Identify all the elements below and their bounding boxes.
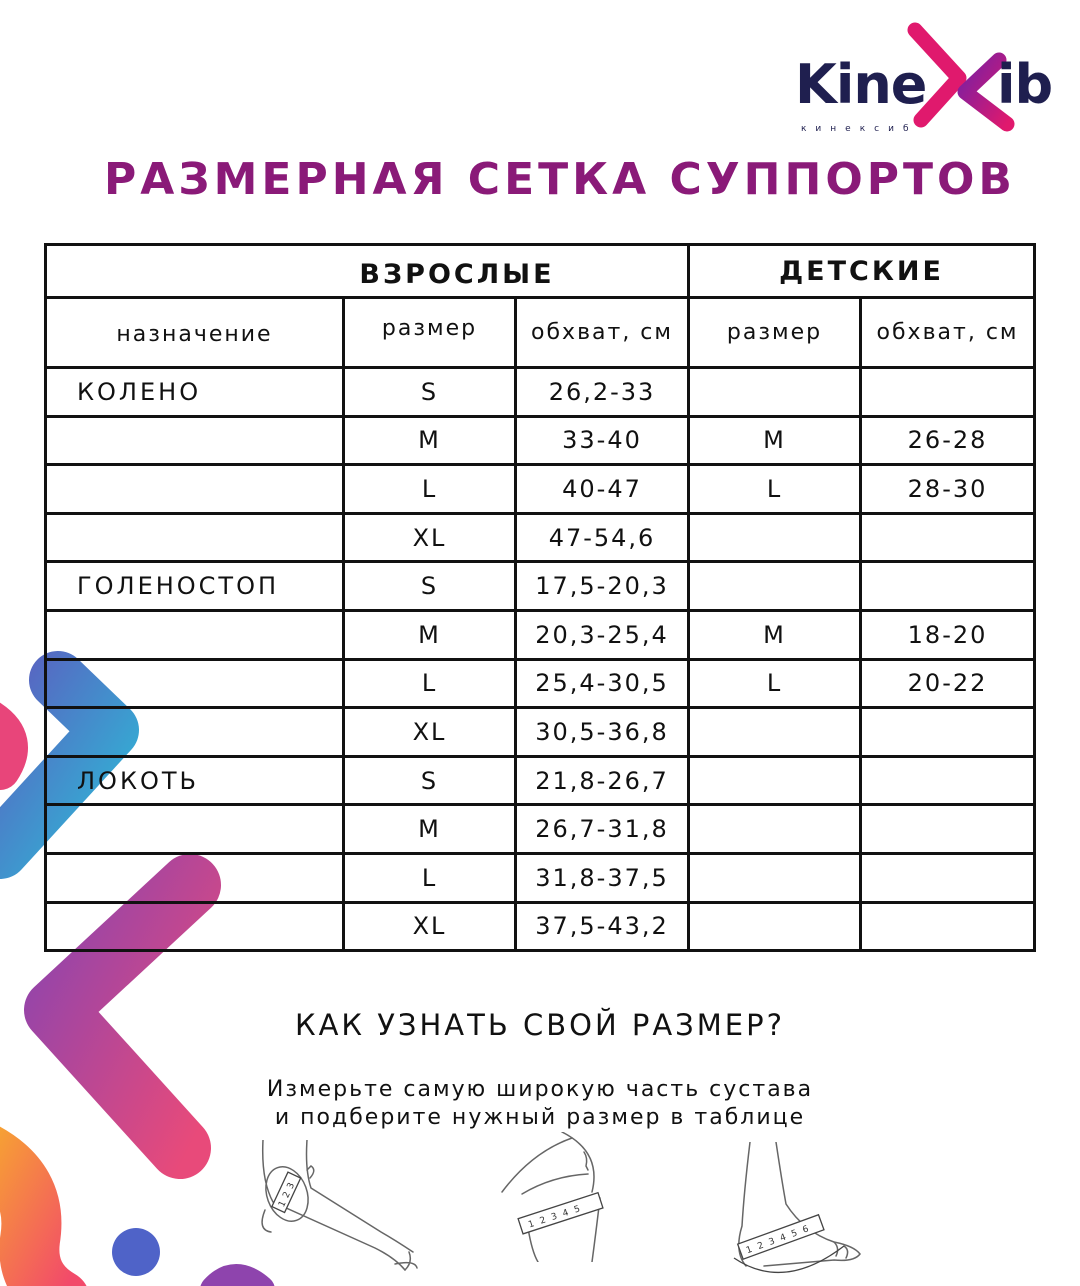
kid-girth-cell bbox=[861, 902, 1035, 951]
header-purpose: назначение bbox=[46, 298, 344, 368]
tape-mark: 5 bbox=[572, 1204, 582, 1216]
adult-girth-cell: 17,5-20,3 bbox=[516, 562, 689, 611]
kid-size-cell: L bbox=[689, 659, 861, 708]
adult-girth-cell: 31,8-37,5 bbox=[516, 853, 689, 902]
tape-mark: 2 bbox=[538, 1215, 548, 1227]
tape-mark: 2 bbox=[756, 1240, 766, 1253]
logo-word-right: ib bbox=[997, 53, 1053, 116]
tape-mark: 1 bbox=[745, 1244, 754, 1257]
page-title: РАЗМЕРНАЯ СЕТКА СУППОРТОВ bbox=[104, 154, 1016, 205]
kid-size-cell bbox=[689, 708, 861, 757]
instruction-text bbox=[0, 1076, 1080, 1132]
adult-size-cell: XL bbox=[344, 708, 516, 757]
joint-cell: ЛОКОТЬ bbox=[46, 756, 344, 805]
group-header-row bbox=[46, 245, 1035, 298]
table-row bbox=[46, 756, 1035, 805]
header-adult-girth: обхват, см bbox=[516, 298, 689, 368]
adult-girth-cell: 33-40 bbox=[516, 416, 689, 465]
group-adults-label: ВЗРОСЛЫЕ bbox=[46, 245, 689, 298]
tape-mark: 1 bbox=[527, 1219, 536, 1231]
group-kids-label: ДЕТСКИЕ bbox=[689, 245, 1035, 298]
tape-mark: 3 bbox=[767, 1236, 777, 1248]
kid-size-cell: M bbox=[689, 416, 861, 465]
joint-cell bbox=[46, 902, 344, 951]
table-row bbox=[46, 465, 1035, 514]
table-row bbox=[46, 610, 1035, 659]
joint-cell bbox=[46, 853, 344, 902]
adult-girth-cell: 30,5-36,8 bbox=[516, 708, 689, 757]
tape-mark: 6 bbox=[801, 1224, 811, 1236]
kid-girth-cell: 18-20 bbox=[861, 610, 1035, 659]
orange-wave-shape bbox=[0, 1150, 60, 1286]
kid-size-cell: L bbox=[689, 465, 861, 514]
column-header-row bbox=[46, 298, 1035, 368]
kid-size-cell bbox=[689, 902, 861, 951]
joint-cell bbox=[46, 513, 344, 562]
joint-cell bbox=[46, 805, 344, 854]
logo-word-left: Kine bbox=[795, 53, 927, 116]
kid-girth-cell: 20-22 bbox=[861, 659, 1035, 708]
joint-cell: ГОЛЕНОСТОП bbox=[46, 562, 344, 611]
blue-dot-shape bbox=[112, 1228, 160, 1276]
tape-mark: 1 bbox=[277, 1199, 289, 1209]
table-row bbox=[46, 902, 1035, 951]
table-row bbox=[46, 368, 1035, 417]
brand-logo bbox=[795, 20, 1065, 135]
ankle-measure-icon bbox=[724, 1142, 864, 1282]
kid-girth-cell bbox=[861, 562, 1035, 611]
kid-girth-cell bbox=[861, 708, 1035, 757]
adult-size-cell: L bbox=[344, 659, 516, 708]
table-row bbox=[46, 416, 1035, 465]
adult-girth-cell: 25,4-30,5 bbox=[516, 659, 689, 708]
adult-size-cell: M bbox=[344, 610, 516, 659]
adult-girth-cell: 40-47 bbox=[516, 465, 689, 514]
knee-measure-icon bbox=[492, 1132, 622, 1262]
kid-size-cell bbox=[689, 513, 861, 562]
kid-girth-cell bbox=[861, 805, 1035, 854]
instruction-line-1: Измерьте самую широкую часть сустава bbox=[266, 1077, 814, 1102]
kid-size-cell bbox=[689, 805, 861, 854]
header-adult-size: размер bbox=[344, 298, 516, 368]
adult-size-cell: L bbox=[344, 465, 516, 514]
logo-subtitle: кинексиб bbox=[801, 124, 918, 134]
joint-cell bbox=[46, 610, 344, 659]
adult-girth-cell: 20,3-25,4 bbox=[516, 610, 689, 659]
joint-cell bbox=[46, 708, 344, 757]
how-to-title: КАК УЗНАТЬ СВОЙ РАЗМЕР? bbox=[295, 1008, 785, 1042]
adult-girth-cell: 26,7-31,8 bbox=[516, 805, 689, 854]
kid-size-cell bbox=[689, 756, 861, 805]
header-kid-size: размер bbox=[689, 298, 861, 368]
adult-girth-cell: 21,8-26,7 bbox=[516, 756, 689, 805]
adult-size-cell: M bbox=[344, 805, 516, 854]
adult-size-cell: S bbox=[344, 562, 516, 611]
table-row bbox=[46, 562, 1035, 611]
joint-cell bbox=[46, 465, 344, 514]
table-row bbox=[46, 853, 1035, 902]
elbow-measure-icon bbox=[255, 1140, 425, 1280]
size-chart-table bbox=[44, 243, 1036, 952]
adult-girth-cell: 37,5-43,2 bbox=[516, 902, 689, 951]
table-row bbox=[46, 805, 1035, 854]
adult-size-cell: XL bbox=[344, 902, 516, 951]
kid-girth-cell bbox=[861, 756, 1035, 805]
kid-girth-cell bbox=[861, 368, 1035, 417]
purple-bottom-shape bbox=[215, 1279, 260, 1286]
joint-cell bbox=[46, 659, 344, 708]
kid-size-cell bbox=[689, 368, 861, 417]
tape-mark: 2 bbox=[281, 1190, 293, 1200]
kid-girth-cell bbox=[861, 513, 1035, 562]
kid-size-cell: M bbox=[689, 610, 861, 659]
tape-mark: 3 bbox=[285, 1181, 298, 1191]
kid-girth-cell: 26-28 bbox=[861, 416, 1035, 465]
tape-mark: 3 bbox=[550, 1211, 559, 1224]
adult-size-cell: S bbox=[344, 756, 516, 805]
kid-girth-cell: 28-30 bbox=[861, 465, 1035, 514]
pink-edge-shape bbox=[0, 720, 8, 770]
adult-girth-cell: 47-54,6 bbox=[516, 513, 689, 562]
adult-size-cell: XL bbox=[344, 513, 516, 562]
adult-size-cell: M bbox=[344, 416, 516, 465]
kid-size-cell bbox=[689, 562, 861, 611]
joint-cell bbox=[46, 416, 344, 465]
adult-size-cell: L bbox=[344, 853, 516, 902]
joint-cell: КОЛЕНО bbox=[46, 368, 344, 417]
header-kid-girth: обхват, см bbox=[861, 298, 1035, 368]
instruction-line-2: и подберите нужный размер в таблице bbox=[274, 1105, 806, 1130]
adult-girth-cell: 26,2-33 bbox=[516, 368, 689, 417]
table-row bbox=[46, 659, 1035, 708]
tape-mark: 4 bbox=[778, 1232, 788, 1244]
adult-size-cell: S bbox=[344, 368, 516, 417]
table-row bbox=[46, 708, 1035, 757]
tape-mark: 4 bbox=[561, 1208, 571, 1220]
table-row bbox=[46, 513, 1035, 562]
kid-size-cell bbox=[689, 853, 861, 902]
kid-girth-cell bbox=[861, 853, 1035, 902]
tape-mark: 5 bbox=[790, 1228, 799, 1240]
